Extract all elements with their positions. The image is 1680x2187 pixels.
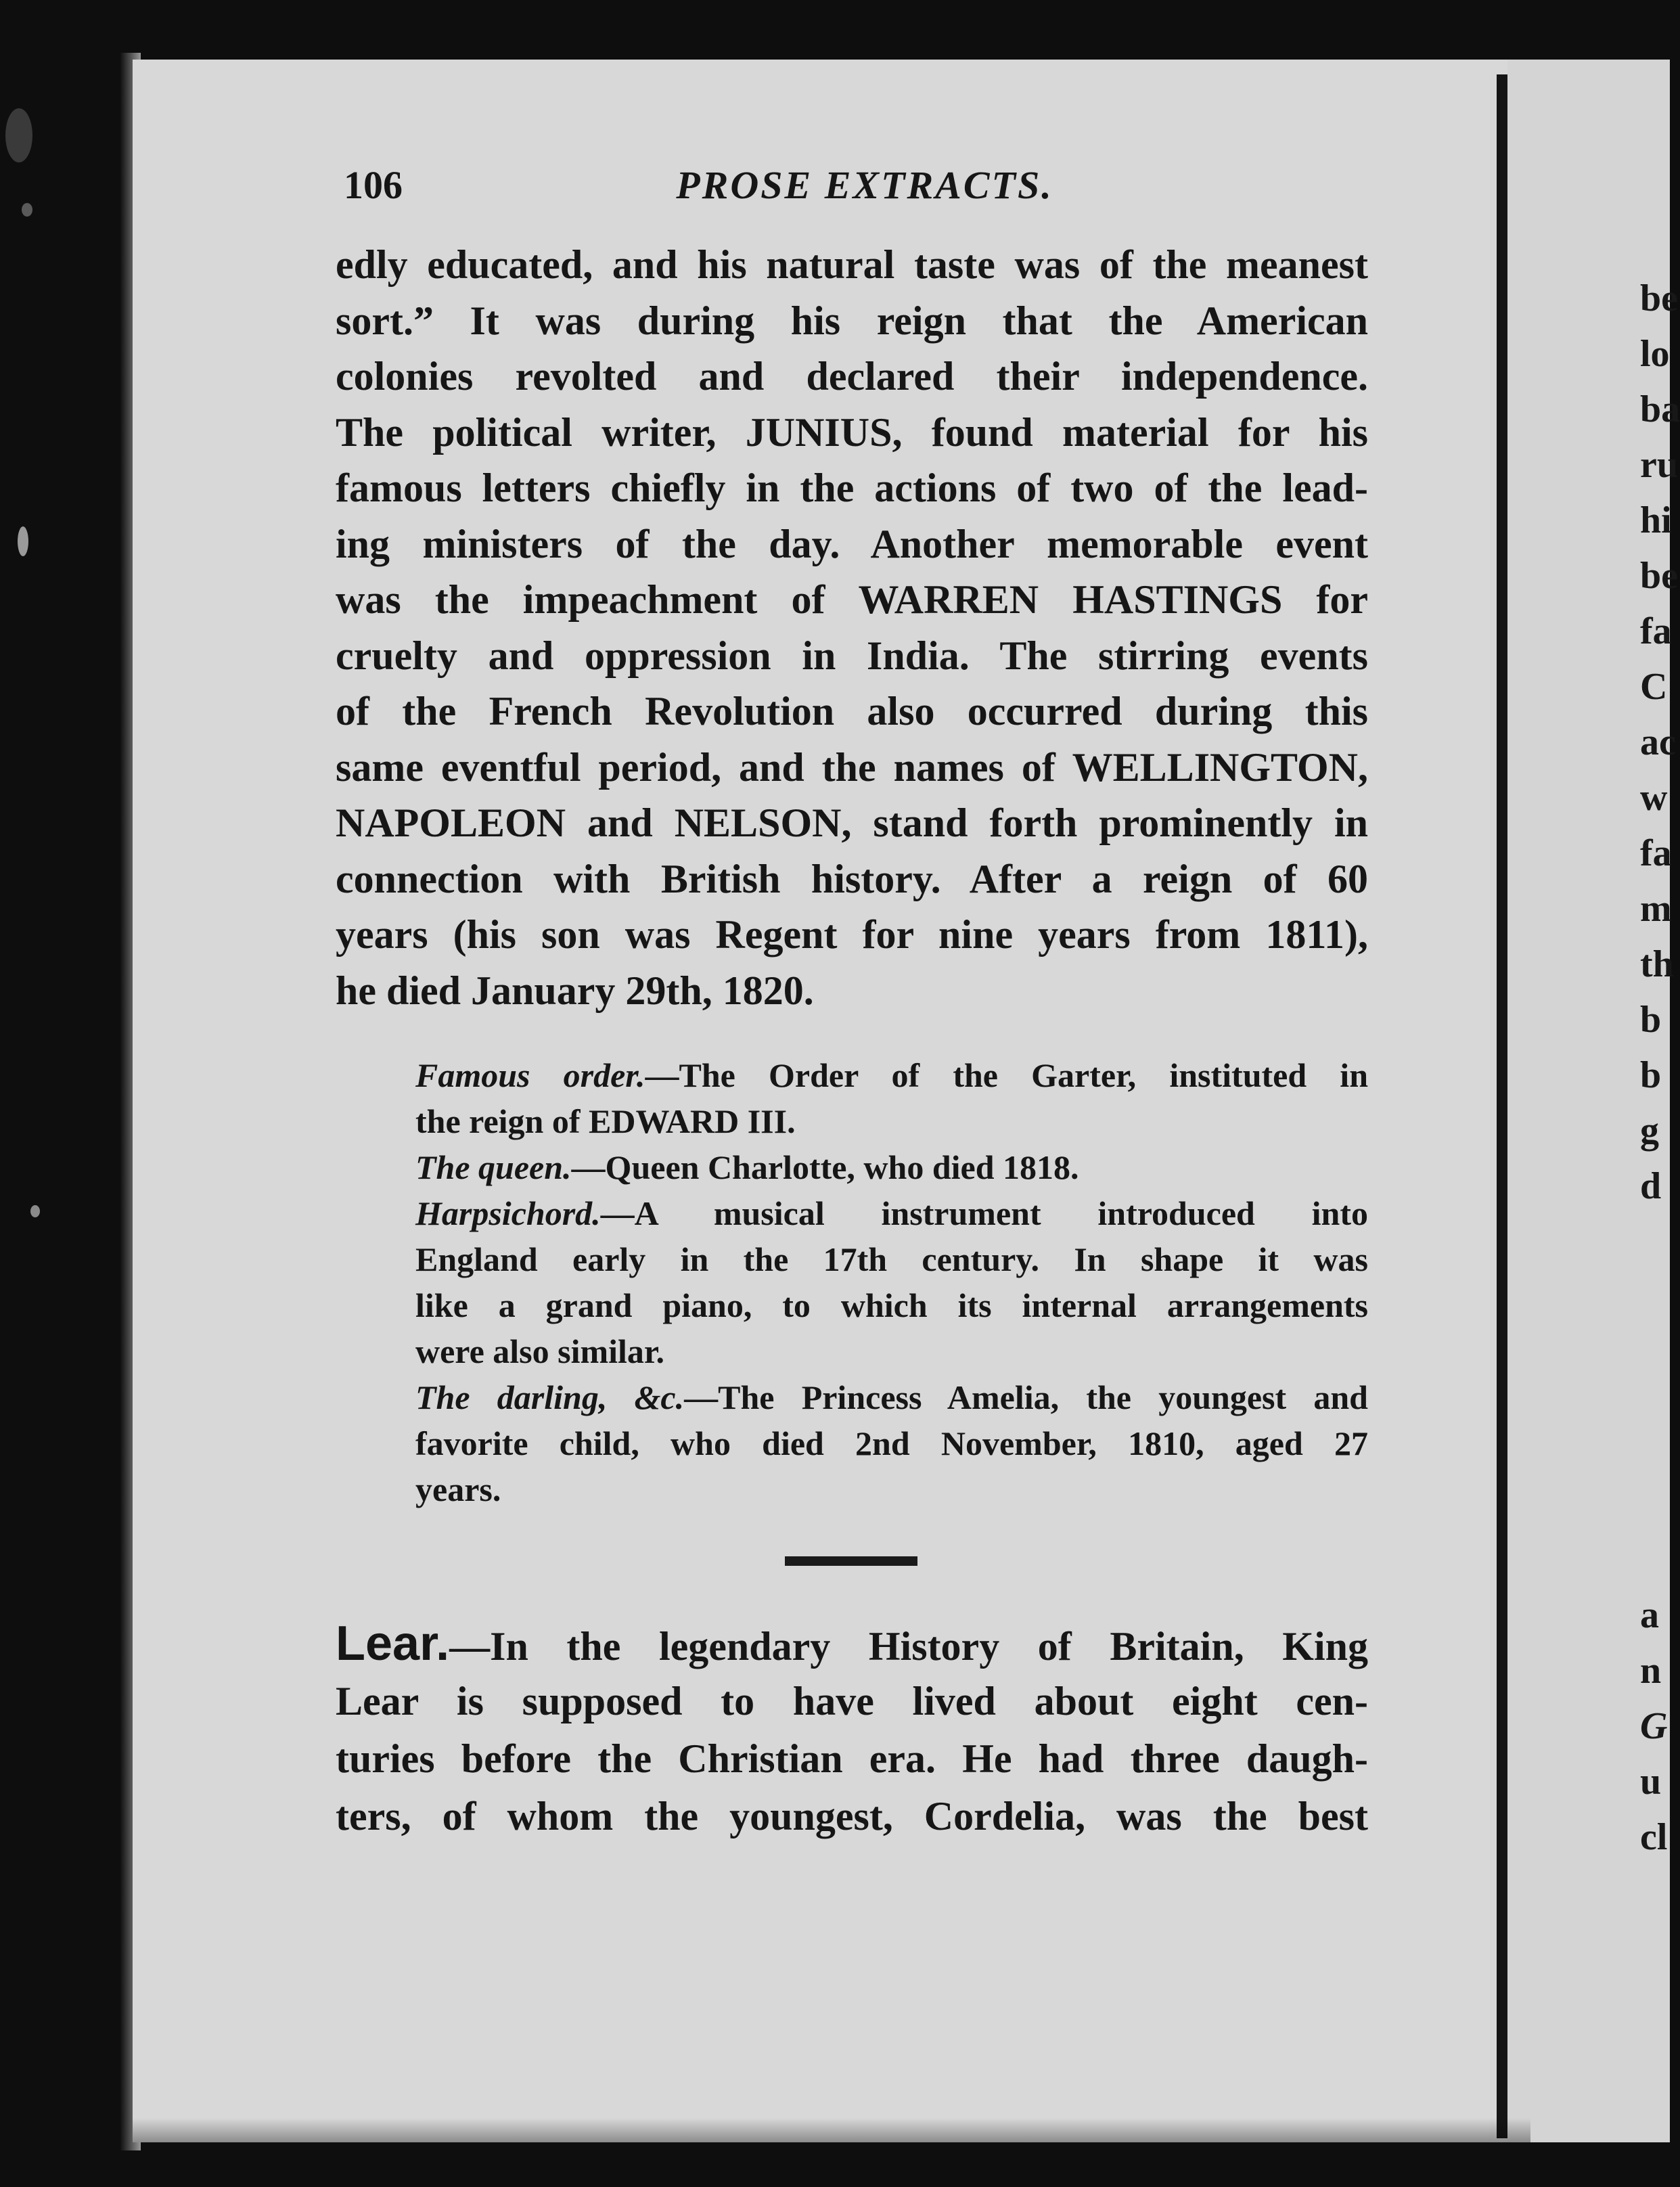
footnote-term: Harpsichord. bbox=[415, 1194, 601, 1232]
running-head: PROSE EXTRACTS. bbox=[676, 163, 1053, 207]
body-line: cruelty and oppression in India. The stirring events bbox=[336, 633, 1368, 678]
body-line: of the French Revolution also occurred during this bbox=[336, 689, 1368, 734]
footnote-text: favorite child, who died 2nd November, 1810, aged 27 bbox=[415, 1424, 1368, 1462]
page-gutter bbox=[1497, 74, 1507, 2138]
adjacent-fragment: th bbox=[1640, 943, 1674, 985]
footnote-term: The darling, &c. bbox=[415, 1378, 685, 1416]
footnote-text: the reign of EDWARD III. bbox=[415, 1102, 796, 1140]
footnote-the-queen bbox=[415, 1144, 1368, 1190]
footnote-term: The queen. bbox=[415, 1148, 572, 1186]
adjacent-fragment: fa bbox=[1640, 610, 1672, 652]
body-line: sort.” It was during his reign that the American bbox=[336, 298, 1368, 343]
body-line: he died January 29th, 1820. bbox=[336, 968, 814, 1013]
body-line: colonies revolted and declared their independence. bbox=[336, 354, 1368, 399]
footnote-text: —The Order of the Garter, instituted in bbox=[645, 1056, 1368, 1094]
adjacent-fragment: m bbox=[1640, 888, 1672, 930]
lear-line: Lear is supposed to have lived about eight cen- bbox=[336, 1679, 1368, 1723]
body-line: connection with British history. After a reign of 60 bbox=[336, 856, 1368, 901]
adjacent-fragment: b bbox=[1640, 999, 1662, 1041]
footnote-text: —Queen Charlotte, who died 1818. bbox=[571, 1148, 1079, 1186]
section-divider bbox=[785, 1556, 917, 1566]
footnote-the-darling bbox=[415, 1374, 1368, 1512]
footnote-text: England early in the 17th century. In shape it was bbox=[415, 1240, 1368, 1278]
footnote-text: —The Princess Amelia, the youngest and bbox=[684, 1378, 1368, 1416]
footnotes bbox=[415, 1052, 1368, 1512]
adjacent-fragment: ba bbox=[1640, 388, 1680, 430]
adjacent-fragment: n bbox=[1640, 1650, 1662, 1692]
body-line: edly educated, and his natural taste was of the meanest bbox=[336, 242, 1368, 287]
adjacent-fragment: g bbox=[1640, 1110, 1659, 1152]
adjacent-fragment: cl bbox=[1640, 1816, 1668, 1858]
adjacent-fragment: w bbox=[1640, 777, 1668, 819]
lear-heading: Lear. bbox=[336, 1617, 450, 1671]
adjacent-fragment: u bbox=[1640, 1761, 1662, 1803]
page-number: 106 bbox=[344, 163, 403, 207]
body-line: famous letters chiefly in the actions of two of the lead- bbox=[336, 466, 1368, 510]
adjacent-fragment: fa bbox=[1640, 832, 1672, 874]
body-line: same eventful period, and the names of WELLINGTON, bbox=[336, 744, 1368, 790]
footnote-text: like a grand piano, to which its internal arrangements bbox=[415, 1286, 1368, 1324]
lear-line: ters, of whom the youngest, Cordelia, was the best bbox=[336, 1794, 1368, 1839]
body-line: was the impeachment of WARREN HASTINGS for bbox=[336, 577, 1368, 622]
adjacent-fragment: d bbox=[1640, 1165, 1662, 1207]
adjacent-fragment: be bbox=[1640, 277, 1678, 319]
footnote-harpsichord bbox=[415, 1190, 1368, 1374]
body-line: years (his son was Regent for nine years from 1811), bbox=[336, 912, 1368, 957]
adjacent-fragment: C bbox=[1640, 666, 1668, 708]
adjacent-fragment: lo bbox=[1640, 333, 1670, 375]
footnote-text: —A musical instrument introduced into bbox=[600, 1194, 1368, 1232]
adjacent-fragment: be bbox=[1640, 555, 1678, 597]
adjacent-fragment: ru bbox=[1640, 444, 1678, 486]
lear-section bbox=[336, 1615, 1368, 1845]
footnote-text: were also similar. bbox=[415, 1332, 665, 1370]
footnote-text: years. bbox=[415, 1470, 501, 1508]
footnote-famous-order bbox=[415, 1052, 1368, 1144]
adjacent-fragment: b bbox=[1640, 1054, 1662, 1096]
page-header bbox=[344, 162, 1386, 217]
adjacent-fragment: ac bbox=[1640, 721, 1676, 763]
body-line: ing ministers of the day. Another memorable event bbox=[336, 521, 1368, 566]
body-line: The political writer, JUNIUS, found material for his bbox=[336, 409, 1368, 455]
adjacent-fragment: hi bbox=[1640, 499, 1672, 541]
lear-line: turies before the Christian era. He had three daugh- bbox=[336, 1736, 1368, 1781]
body-line: NAPOLEON and NELSON, stand forth prominently in bbox=[336, 801, 1368, 845]
adjacent-fragment: G bbox=[1640, 1705, 1668, 1747]
lear-line: —In the legendary History of Britain, King bbox=[449, 1624, 1368, 1669]
adjacent-page-text-lower bbox=[1640, 1587, 1670, 1865]
body-text bbox=[336, 237, 1368, 1018]
footnote-term: Famous order. bbox=[415, 1056, 645, 1094]
adjacent-fragment: a bbox=[1640, 1594, 1659, 1636]
adjacent-page-text-upper bbox=[1640, 271, 1680, 1214]
page-bottom-shadow bbox=[133, 2118, 1530, 2142]
